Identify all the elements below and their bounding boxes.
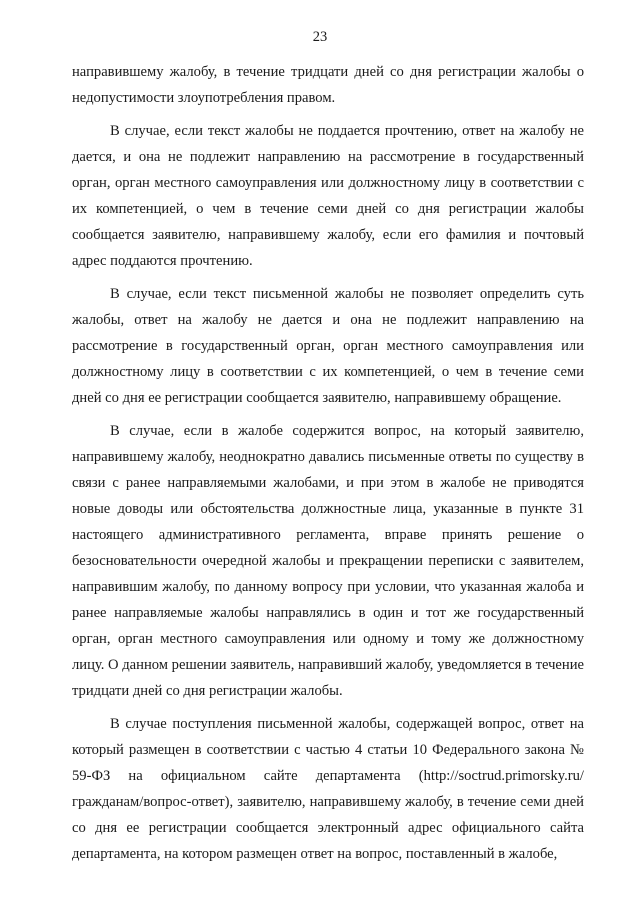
paragraph-undeterminable-essence: В случае, если текст письменной жалобы не позволяет определить суть жалобы, ответ на жалобу не дается и она не подлежит направлению на рассмотрение в государственный орган, орган местного самоуправления или должностному лицу в соответствии с их компетенцией, о чем в течение семи дней со дня ее регистрации сообщается заявителю, направившему обращение. bbox=[72, 286, 584, 406]
paragraph-illegible-complaint: В случае, если текст жалобы не поддается прочтению, ответ на жалобу не дается, и она не подлежит направлению на рассмотрение в государственный орган, орган местного самоуправления или должностному лицу в соответствии с их компетенцией, о чем в течение семи дней со дня регистрации жалобы сообщается заявителю, направившему жалобу, если его фамилия и почтовый адрес поддаются прочтению. bbox=[72, 123, 584, 269]
document-body bbox=[72, 59, 584, 874]
page-number: 23 bbox=[312, 29, 328, 45]
paragraph-repeated-complaint: В случае, если в жалобе содержится вопрос, на который заявителю, направившему жалобу, неоднократно давались письменные ответы по существу в связи с ранее направляемыми жалобами, и при этом в жалобе не приводятся новые доводы или обстоятельства должностные лица, указанные в пункте 31 настоящего административного регламента, вправе принять решение о безосновательности очередной жалобы и прекращении переписки с заявителем, направившим жалобу, по данному вопросу при условии, что указанная жалоба и ранее направляемые жалобы направлялись в один и тот же государственный орган, орган местного самоуправления или одному и тому же должностному лицу. О данном решении заявитель, направивший жалобу, уведомляется в течение тридцати дней со дня регистрации жалобы. bbox=[72, 423, 584, 699]
paragraph-continuation: направившему жалобу, в течение тридцати дней со дня регистрации жалобы о недопустимости злоупотребления правом. bbox=[72, 64, 584, 106]
paragraph-answer-on-website: В случае поступления письменной жалобы, содержащей вопрос, ответ на который размещен в соответствии с частью 4 статьи 10 Федерального закона № 59-ФЗ на официальном сайте департамента (http://soctrud.primorsky.ru/ гражданам/вопрос-ответ), заявителю, направившему жалобу, в течение семи дней со дня ее регистрации сообщается электронный адрес официального сайта департамента, на котором размещен ответ на вопрос, поставленный в жалобе, bbox=[72, 716, 584, 862]
